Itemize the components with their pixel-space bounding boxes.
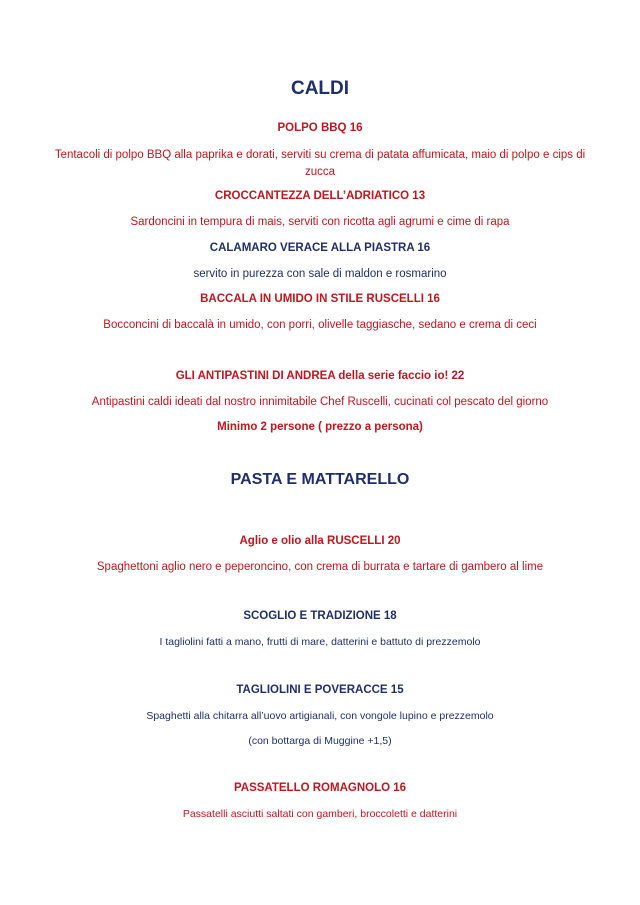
dish-name-croccantezza: CROCCANTEZZA DELL’ADRIATICO 13 — [214, 190, 426, 202]
dish-name-passatello: PASSATELLO ROMAGNOLO 16 — [233, 782, 407, 794]
dish-name-tagliolini: TAGLIOLINI E POVERACCE 15 — [236, 684, 404, 696]
dish-description-croccantezza: Sardoncini in tempura di mais, serviti con ricotta agli agrumi e cime di rapa — [130, 216, 510, 228]
section-title-pasta: PASTA E MATTARELLO — [230, 471, 410, 488]
dish-name-scoglio: SCOGLIO E TRADIZIONE 18 — [243, 610, 397, 622]
dish-name-baccala: BACCALA IN UMIDO IN STILE RUSCELLI 16 — [200, 293, 440, 305]
dish-description-baccala: Bocconcini di baccalà in umido, con porri, olivelle taggiasche, sedano e crema di ceci — [103, 319, 537, 331]
dish-description-polpo-bbq: Tentacoli di polpo BBQ alla paprika e dorati, serviti su crema di patata affumicata, maio di polpo e cips di zucca — [54, 149, 586, 178]
dish-description-scoglio: I tagliolini fatti a mano, frutti di mare, datterini e battuto di prezzemolo — [159, 636, 481, 648]
section-title-caldi: CALDI — [290, 78, 350, 99]
dish-note-tagliolini: (con bottarga di Muggine +1,5) — [248, 735, 392, 747]
dish-description-tagliolini: Spaghetti alla chitarra all’uovo artigianali, con vongole lupino e prezzemolo — [146, 710, 494, 722]
dish-name-calamaro: CALAMARO VERACE ALLA PIASTRA 16 — [209, 242, 431, 254]
dish-description-aglio-olio: Spaghettoni aglio nero e peperoncino, con crema di burrata e tartare di gambero al lime — [96, 561, 544, 573]
dish-name-polpo-bbq: POLPO BBQ 16 — [277, 122, 363, 134]
dish-name-antipastini: GLI ANTIPASTINI DI ANDREA della serie faccio io! 22 — [175, 370, 465, 382]
dish-description-calamaro: servito in purezza con sale di maldon e rosmarino — [193, 268, 447, 280]
dish-name-aglio-olio: Aglio e olio alla RUSCELLI 20 — [239, 535, 401, 547]
dish-note-antipastini: Minimo 2 persone ( prezzo a persona) — [217, 421, 423, 433]
dish-description-passatello: Passatelli asciutti saltati con gamberi, broccoletti e datterini — [182, 808, 458, 820]
dish-description-antipastini: Antipastini caldi ideati dal nostro innimitabile Chef Ruscelli, cucinati col pescato del giorno — [91, 396, 549, 408]
